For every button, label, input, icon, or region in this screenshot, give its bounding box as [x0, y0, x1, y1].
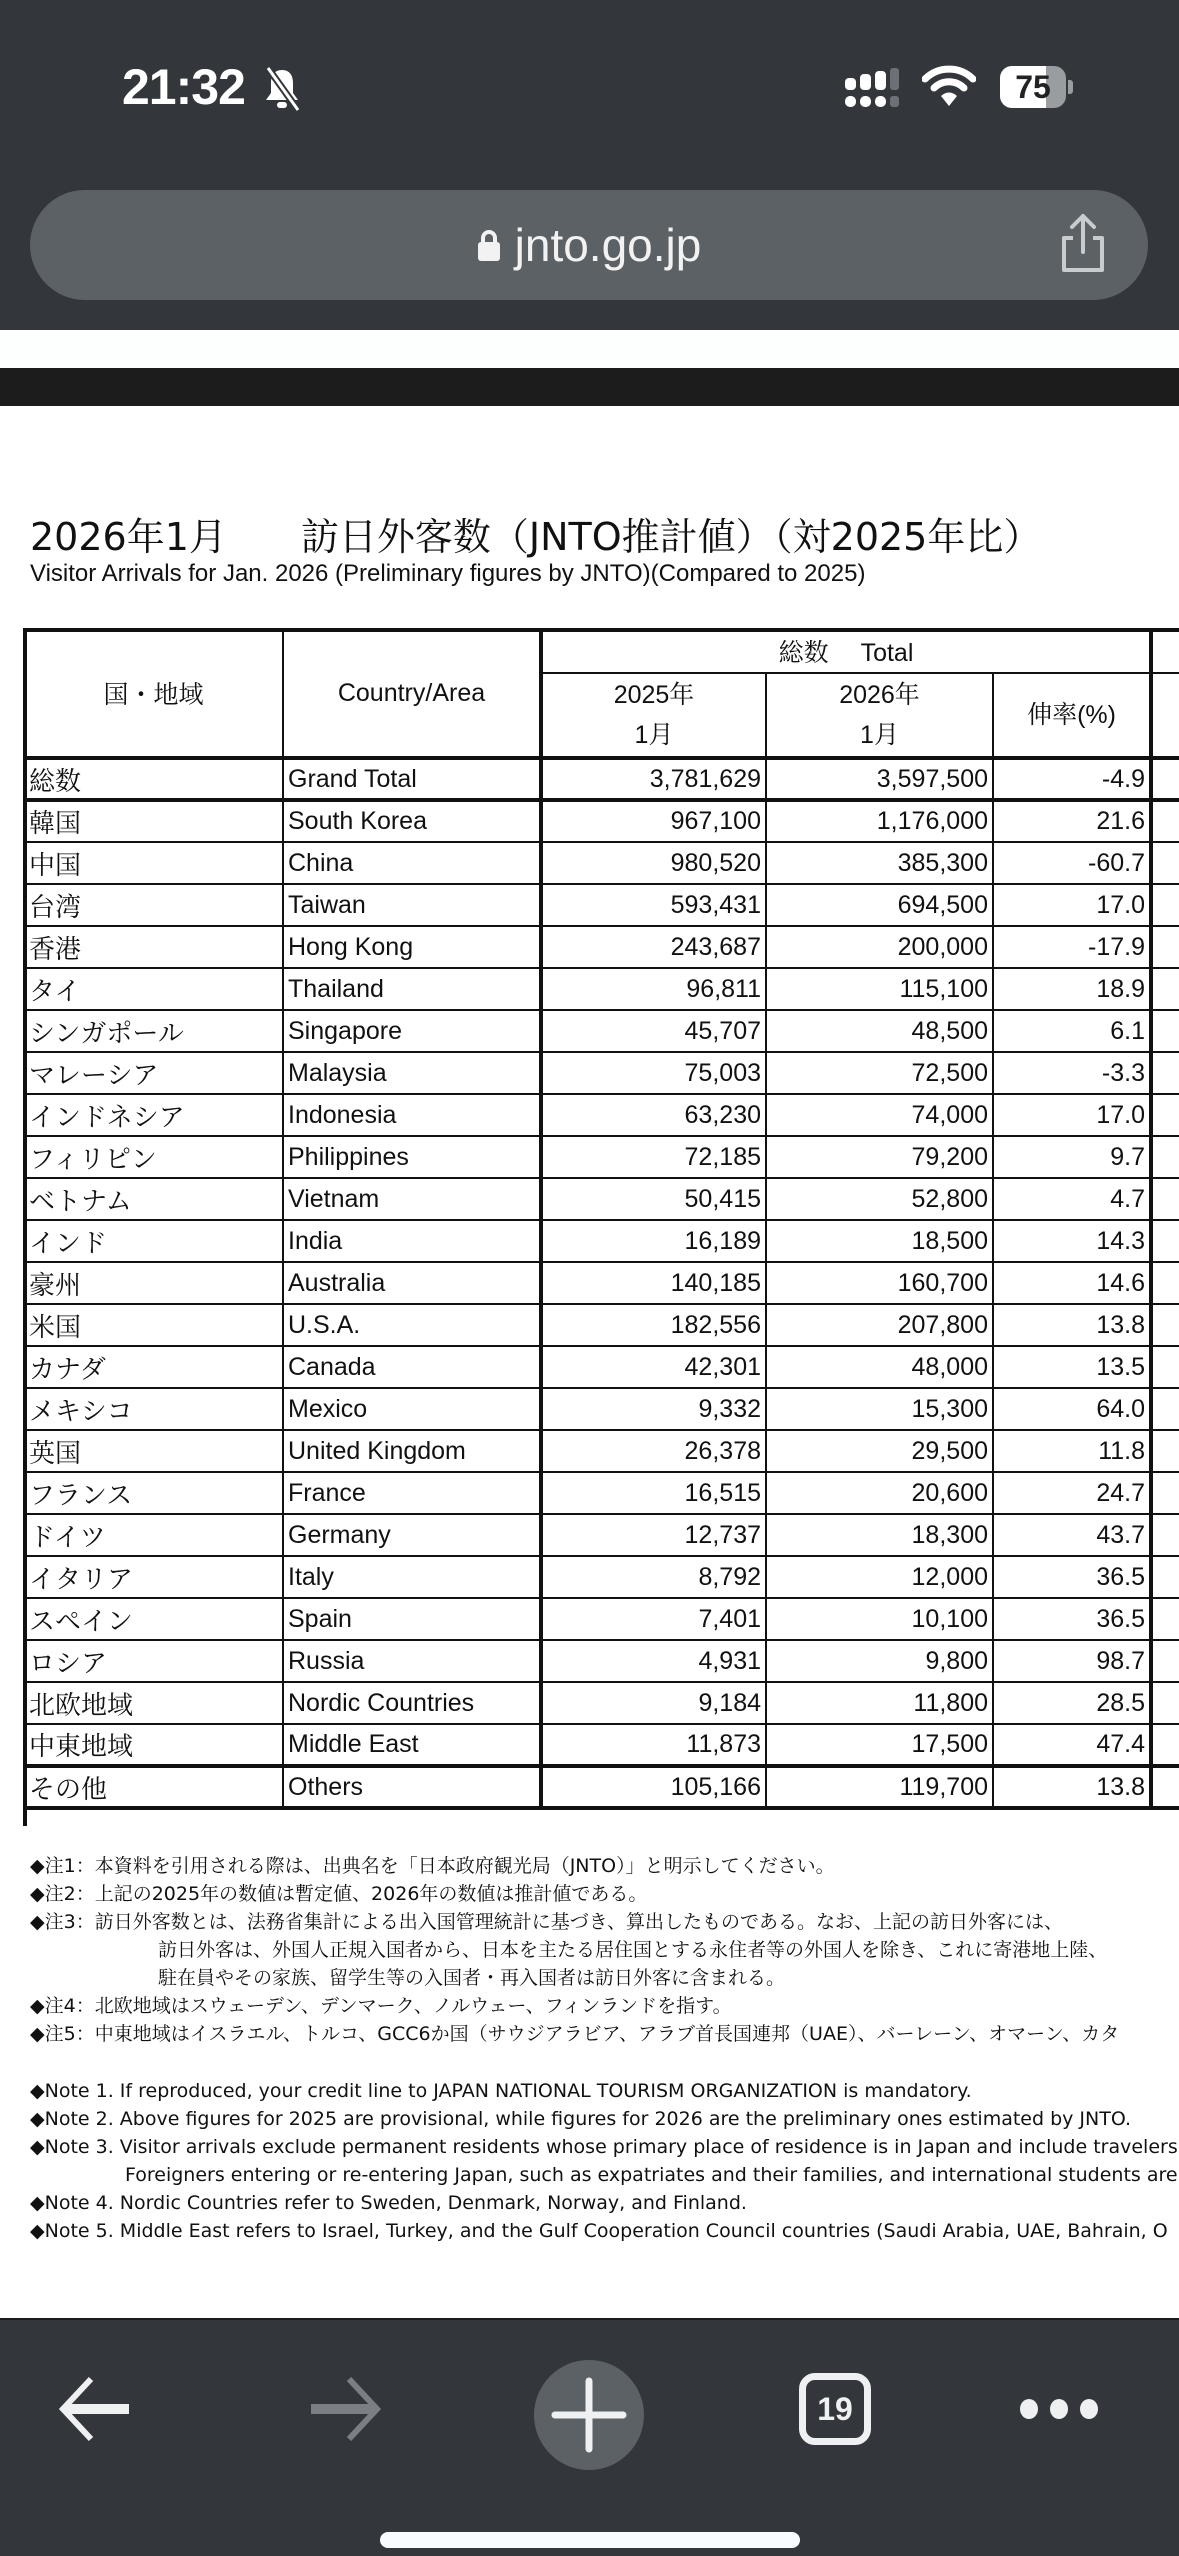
cell-next — [1151, 926, 1179, 968]
notes-english — [30, 2077, 1178, 2245]
table-row-grand-total — [24, 758, 1179, 800]
cell-next — [1151, 1136, 1179, 1178]
back-arrow-icon — [55, 2369, 135, 2449]
cell-ja: フィリピン — [24, 1136, 283, 1178]
cell-growth: 11.8 — [993, 1430, 1151, 1472]
table-row-others — [24, 1766, 1179, 1808]
cell-en: Philippines — [283, 1136, 541, 1178]
cell-en: Grand Total — [283, 758, 541, 800]
note-ja-4: ◆注4：北欧地域はスウェーデン、デンマーク、ノルウェー、フィンランドを指す。 — [30, 1995, 732, 2017]
cell-2025: 593,431 — [541, 884, 766, 926]
browser-top-chrome — [0, 0, 1179, 330]
table-row — [24, 926, 1179, 968]
table-row — [24, 1178, 1179, 1220]
cell-next — [1151, 1598, 1179, 1640]
cell-next — [1151, 1430, 1179, 1472]
cell-growth: 64.0 — [993, 1388, 1151, 1430]
status-time: 21:32 — [122, 59, 245, 115]
cell-ja: フランス — [24, 1472, 283, 1514]
cell-next — [1151, 1766, 1179, 1808]
cell-growth: 14.3 — [993, 1220, 1151, 1262]
cell-growth: 28.5 — [993, 1682, 1151, 1724]
notes-japanese — [30, 1852, 1119, 2048]
cell-2026: 1,176,000 — [766, 800, 993, 842]
cell-next — [1151, 1052, 1179, 1094]
cell-2026: 48,000 — [766, 1346, 993, 1388]
cell-2025: 16,189 — [541, 1220, 766, 1262]
note-ja-3-cont-2: 駐在員やその家族、留学生等の入国者・再入国者は訪日外客に含まれる。 — [158, 1967, 786, 1989]
cell-growth: -4.9 — [993, 758, 1151, 800]
cell-next — [1151, 884, 1179, 926]
cell-growth: 9.7 — [993, 1136, 1151, 1178]
cell-2026: 18,300 — [766, 1514, 993, 1556]
cell-2025: 243,687 — [541, 926, 766, 968]
cell-next — [1151, 1010, 1179, 1052]
cell-2026: 72,500 — [766, 1052, 993, 1094]
cell-2025: 140,185 — [541, 1262, 766, 1304]
cell-ja: カナダ — [24, 1346, 283, 1388]
address-bar-content[interactable] — [30, 190, 1148, 300]
cell-growth: -17.9 — [993, 926, 1151, 968]
cell-en: Indonesia — [283, 1094, 541, 1136]
cell-2025: 72,185 — [541, 1136, 766, 1178]
cell-2025: 182,556 — [541, 1304, 766, 1346]
cell-ja: インド — [24, 1220, 283, 1262]
cell-next — [1151, 842, 1179, 884]
cell-ja: 中国 — [24, 842, 283, 884]
title-main: 訪日外客数（JNTO推計値）（対2025年比） — [300, 515, 1042, 559]
header-2025-month: 1月 — [634, 721, 674, 749]
cell-ja: ベトナム — [24, 1178, 283, 1220]
table-row — [24, 1514, 1179, 1556]
cell-ja: ドイツ — [24, 1514, 283, 1556]
lock-icon — [477, 228, 501, 262]
cell-2026: 29,500 — [766, 1430, 993, 1472]
plus-icon — [549, 2375, 629, 2455]
header-2026-jan — [766, 673, 993, 758]
cell-2025: 7,401 — [541, 1598, 766, 1640]
cell-next — [1151, 1682, 1179, 1724]
cell-next — [1151, 1304, 1179, 1346]
cell-next — [1151, 800, 1179, 842]
cell-ja: タイ — [24, 968, 283, 1010]
cell-2025: 105,166 — [541, 1766, 766, 1808]
cell-2026: 12,000 — [766, 1556, 993, 1598]
cell-en: Spain — [283, 1598, 541, 1640]
header-2026-month: 1月 — [860, 721, 899, 749]
cell-ja: マレーシア — [24, 1052, 283, 1094]
cell-2025: 3,781,629 — [541, 758, 766, 800]
url-text[interactable]: jnto.go.jp — [514, 219, 702, 271]
cell-2026: 20,600 — [766, 1472, 993, 1514]
cell-en: Singapore — [283, 1010, 541, 1052]
cell-growth: 6.1 — [993, 1010, 1151, 1052]
cell-growth: 21.6 — [993, 800, 1151, 842]
cell-2025: 12,737 — [541, 1514, 766, 1556]
table-row — [24, 1010, 1179, 1052]
cell-en: Australia — [283, 1262, 541, 1304]
cell-2026: 18,500 — [766, 1220, 993, 1262]
cell-ja: 豪州 — [24, 1262, 283, 1304]
cell-2025: 42,301 — [541, 1346, 766, 1388]
cell-en: U.S.A. — [283, 1304, 541, 1346]
header-growth: 伸率(%) — [993, 673, 1151, 758]
tabs-button[interactable] — [780, 2354, 890, 2464]
more-menu-button[interactable] — [1004, 2354, 1114, 2464]
header-2025-jan — [541, 673, 766, 758]
table-row — [24, 1556, 1179, 1598]
tabs-count-icon: 19 — [799, 2373, 871, 2445]
cell-2026: 15,300 — [766, 1388, 993, 1430]
cell-2026: 694,500 — [766, 884, 993, 926]
cell-growth: 17.0 — [993, 1094, 1151, 1136]
note-ja-3: ◆注3：訪日外客数とは、法務省集計による出入国管理統計に基づき、算出したものである。なお、上記の訪日外客には、 — [30, 1911, 1063, 1933]
table-row — [24, 1640, 1179, 1682]
cell-2026: 385,300 — [766, 842, 993, 884]
cell-2025: 63,230 — [541, 1094, 766, 1136]
cell-2025: 50,415 — [541, 1178, 766, 1220]
cell-en: Canada — [283, 1346, 541, 1388]
cell-next — [1151, 1346, 1179, 1388]
cell-en: Others — [283, 1766, 541, 1808]
cell-growth: 4.7 — [993, 1178, 1151, 1220]
home-indicator[interactable] — [380, 2532, 800, 2548]
cell-growth: -3.3 — [993, 1052, 1151, 1094]
table-row — [24, 1472, 1179, 1514]
cell-2025: 8,792 — [541, 1556, 766, 1598]
cell-growth: 14.6 — [993, 1262, 1151, 1304]
cell-ja: 韓国 — [24, 800, 283, 842]
cell-ja: インドネシア — [24, 1094, 283, 1136]
cell-growth: 98.7 — [993, 1640, 1151, 1682]
cell-next — [1151, 1472, 1179, 1514]
note-ja-5: ◆注5：中東地域はイスラエル、トルコ、GCC6か国（サウジアラビア、アラブ首長国連邦（UAE）、バーレーン、オマーン、カタ — [30, 2023, 1120, 2045]
cell-2025: 11,873 — [541, 1724, 766, 1766]
cell-ja: スペイン — [24, 1598, 283, 1640]
address-bar[interactable] — [30, 190, 1148, 300]
forward-button[interactable] — [290, 2354, 400, 2464]
cell-2025: 9,332 — [541, 1388, 766, 1430]
cell-2026: 3,597,500 — [766, 758, 993, 800]
header-total-group: 総数 Total — [541, 629, 1151, 673]
cell-next — [1151, 1388, 1179, 1430]
cell-ja: 中東地域 — [24, 1724, 283, 1766]
cell-en: Malaysia — [283, 1052, 541, 1094]
table-border-left — [23, 628, 27, 1826]
table-row — [24, 842, 1179, 884]
table-row — [24, 1388, 1179, 1430]
battery-indicator — [1000, 66, 1072, 108]
cell-2025: 9,184 — [541, 1682, 766, 1724]
cell-en: Russia — [283, 1640, 541, 1682]
cell-en: Hong Kong — [283, 926, 541, 968]
more-dots-icon — [1014, 2389, 1104, 2429]
cell-en: Mexico — [283, 1388, 541, 1430]
cell-2026: 160,700 — [766, 1262, 993, 1304]
cell-en: Taiwan — [283, 884, 541, 926]
table-row — [24, 1052, 1179, 1094]
table-row — [24, 1430, 1179, 1472]
cell-2025: 16,515 — [541, 1472, 766, 1514]
table-row — [24, 884, 1179, 926]
table-row — [24, 1262, 1179, 1304]
back-button[interactable] — [40, 2354, 150, 2464]
battery-nub — [1068, 80, 1073, 94]
cell-en: South Korea — [283, 800, 541, 842]
battery-percent: 75 — [1015, 69, 1051, 105]
page-nav-strip — [0, 368, 1179, 406]
cell-en: Middle East — [283, 1724, 541, 1766]
table-row — [24, 1136, 1179, 1178]
note-en-4: ◆Note 4. Nordic Countries refer to Sweden, Denmark, Norway, and Finland. — [30, 2192, 747, 2214]
page-subtitle: Visitor Arrivals for Jan. 2026 (Preliminary figures by JNTO)(Compared to 2025) — [30, 560, 866, 587]
cell-ja: 台湾 — [24, 884, 283, 926]
cell-next — [1151, 1220, 1179, 1262]
table-row — [24, 1724, 1179, 1766]
cell-2025: 967,100 — [541, 800, 766, 842]
new-tab-button[interactable] — [534, 2360, 644, 2470]
cell-growth: 24.7 — [993, 1472, 1151, 1514]
bell-slash-icon — [262, 66, 302, 112]
title-date: 2026年1月 — [30, 515, 227, 559]
cell-growth: 36.5 — [993, 1598, 1151, 1640]
cell-2026: 10,100 — [766, 1598, 993, 1640]
cell-ja: 北欧地域 — [24, 1682, 283, 1724]
cell-next — [1151, 1640, 1179, 1682]
note-ja-1: ◆注1：本資料を引用される際は、出典名を「日本政府観光局（JNTO）」と明示してください。 — [30, 1855, 835, 1877]
cell-en: India — [283, 1220, 541, 1262]
cell-2025: 75,003 — [541, 1052, 766, 1094]
note-en-5: ◆Note 5. Middle East refers to Israel, Turkey, and the Gulf Cooperation Council countries (Saudi Arabia, UAE, Bahrain, O — [30, 2220, 1168, 2242]
share-icon[interactable] — [1058, 212, 1108, 274]
table-row — [24, 1598, 1179, 1640]
cell-en: Italy — [283, 1556, 541, 1598]
page-title — [30, 506, 1041, 561]
note-en-3: ◆Note 3. Visitor arrivals exclude permanent residents whose primary place of residence is in Japan and include travelers — [30, 2136, 1178, 2158]
cell-2026: 115,100 — [766, 968, 993, 1010]
table-row — [24, 1220, 1179, 1262]
cell-2026: 9,800 — [766, 1640, 993, 1682]
cell-next — [1151, 1178, 1179, 1220]
cell-growth: 13.8 — [993, 1304, 1151, 1346]
cell-en: China — [283, 842, 541, 884]
cell-2026: 11,800 — [766, 1682, 993, 1724]
header-next-group — [1151, 629, 1179, 673]
cell-2026: 74,000 — [766, 1094, 993, 1136]
cell-next — [1151, 1094, 1179, 1136]
cell-2025: 96,811 — [541, 968, 766, 1010]
cell-2025: 26,378 — [541, 1430, 766, 1472]
cellular-signal-icon — [845, 68, 907, 110]
table-row — [24, 1094, 1179, 1136]
cell-growth: 18.9 — [993, 968, 1151, 1010]
note-en-2: ◆Note 2. Above figures for 2025 are provisional, while figures for 2026 are the preliminary ones estimated by JNTO. — [30, 2108, 1132, 2130]
cell-ja: 英国 — [24, 1430, 283, 1472]
cell-growth: 17.0 — [993, 884, 1151, 926]
cell-next — [1151, 1724, 1179, 1766]
cell-en: Vietnam — [283, 1178, 541, 1220]
table-row — [24, 1304, 1179, 1346]
cell-en: France — [283, 1472, 541, 1514]
cell-2026: 207,800 — [766, 1304, 993, 1346]
header-next-sub — [1151, 673, 1179, 758]
cell-ja: 米国 — [24, 1304, 283, 1346]
cell-next — [1151, 1262, 1179, 1304]
cell-2025: 980,520 — [541, 842, 766, 884]
header-2026-year: 2026年 — [839, 681, 920, 709]
cell-en: United Kingdom — [283, 1430, 541, 1472]
cell-ja: その他 — [24, 1766, 283, 1808]
cell-next — [1151, 968, 1179, 1010]
cell-next — [1151, 1514, 1179, 1556]
page-header-strip — [0, 330, 1179, 368]
note-en-1: ◆Note 1. If reproduced, your credit line to JAPAN NATIONAL TOURISM ORGANIZATION is mandatory. — [30, 2080, 972, 2102]
cell-ja: メキシコ — [24, 1388, 283, 1430]
cell-ja: ロシア — [24, 1640, 283, 1682]
cell-next — [1151, 1556, 1179, 1598]
cell-ja: イタリア — [24, 1556, 283, 1598]
table-border-top — [23, 628, 1179, 632]
header-country-en: Country/Area — [283, 629, 541, 758]
table-row — [24, 1346, 1179, 1388]
cell-2026: 79,200 — [766, 1136, 993, 1178]
table-row — [24, 968, 1179, 1010]
note-ja-3-cont-1: 訪日外客は、外国人正規入国者から、日本を主たる居住国とする永住者等の外国人を除き、これに寄港地上陸、 — [158, 1939, 1108, 1961]
cell-ja: 総数 — [24, 758, 283, 800]
cell-growth: -60.7 — [993, 842, 1151, 884]
cell-en: Germany — [283, 1514, 541, 1556]
cell-growth: 47.4 — [993, 1724, 1151, 1766]
forward-arrow-icon — [305, 2369, 385, 2449]
cell-2026: 17,500 — [766, 1724, 993, 1766]
cell-2025: 4,931 — [541, 1640, 766, 1682]
cell-2025: 45,707 — [541, 1010, 766, 1052]
cell-2026: 200,000 — [766, 926, 993, 968]
note-ja-2: ◆注2：上記の2025年の数値は暫定値、2026年の数値は推計値である。 — [30, 1883, 648, 1905]
cell-next — [1151, 758, 1179, 800]
cell-2026: 52,800 — [766, 1178, 993, 1220]
cell-2026: 48,500 — [766, 1010, 993, 1052]
header-region-ja: 国・地域 — [24, 629, 283, 758]
visitor-arrivals-table-wrapper[interactable] — [23, 628, 1179, 1810]
note-en-3-cont: Foreigners entering or re-entering Japan, such as expatriates and their families, and international students are — [125, 2164, 1178, 2186]
browser-bottom-toolbar — [0, 2318, 1179, 2556]
visitor-arrivals-table — [23, 628, 1179, 1810]
table-row — [24, 800, 1179, 842]
cell-growth: 43.7 — [993, 1514, 1151, 1556]
cell-growth: 13.5 — [993, 1346, 1151, 1388]
table-row — [24, 1682, 1179, 1724]
cell-growth: 13.8 — [993, 1766, 1151, 1808]
wifi-icon — [922, 64, 976, 108]
cell-ja: 香港 — [24, 926, 283, 968]
cell-2026: 119,700 — [766, 1766, 993, 1808]
cell-en: Thailand — [283, 968, 541, 1010]
cell-ja: シンガポール — [24, 1010, 283, 1052]
cell-growth: 36.5 — [993, 1556, 1151, 1598]
cell-en: Nordic Countries — [283, 1682, 541, 1724]
battery-body — [1000, 66, 1066, 108]
header-2025-year: 2025年 — [613, 681, 695, 709]
